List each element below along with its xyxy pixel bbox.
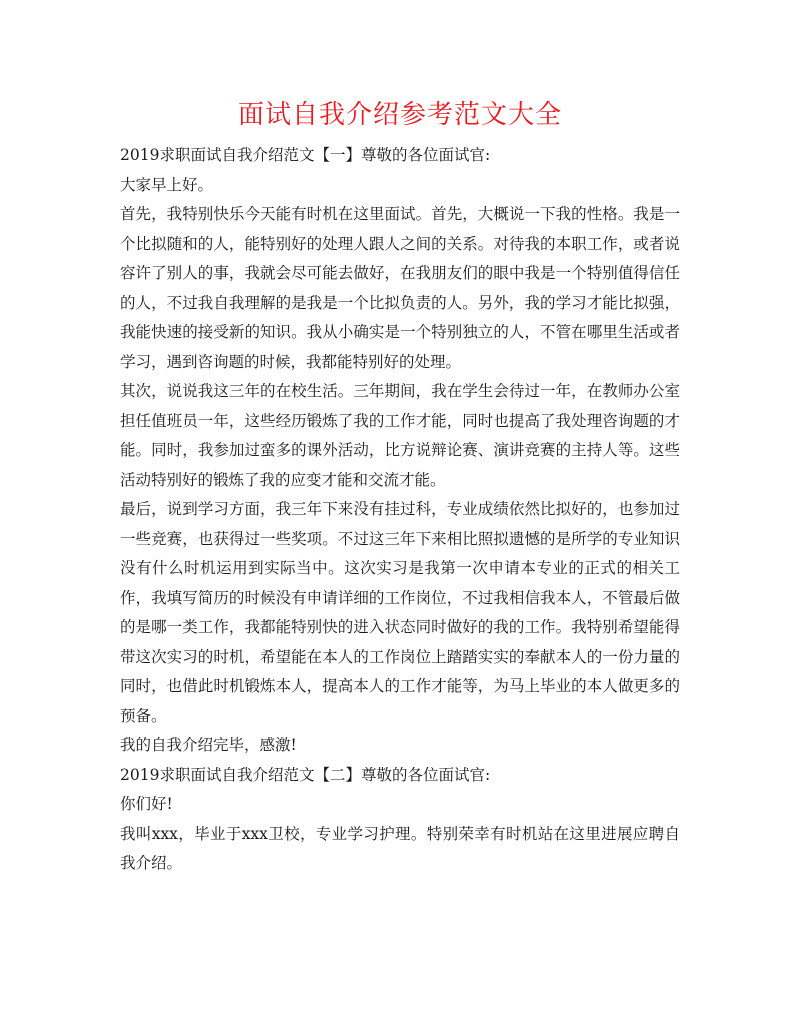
paragraph-closing: 我的自我介绍完毕，感激!: [120, 736, 297, 754]
paragraph-heading-1: 2019求职面试自我介绍范文【一】尊敬的各位面试官:: [120, 146, 491, 164]
paragraph-intro-2: 我叫xxx，毕业于xxx卫校，专业学习护理。特别荣幸有时机站在这里进展应聘自我介绍。: [120, 824, 680, 872]
paragraph-campus-life: 其次，说说我这三年的在校生活。三年期间，我在学生会待过一年，在教师办公室担任值班员一年，这些经历锻炼了我的工作才能，同时也提高了我处理咨询题的才能。同时，我参加过蛮多的课外活动，比方说辩论赛、演讲竞赛的主持人等。这些活动特别好的锻炼了我的应变才能和交流才能。: [120, 382, 680, 489]
paragraph-greeting-2: 你们好!: [120, 795, 173, 813]
paragraph-study: 最后，说到学习方面，我三年下来没有挂过科，专业成绩依然比拟好的，也参加过一些竞赛，也获得过一些奖项。不过这三年下来相比照拟遗憾的是所学的专业知识没有什么时机运用到实际当中。这次实习是我第一次申请本专业的正式的相关工作，我填写简历的时候没有申请详细的工作岗位，不过我相信我本人，不管最后做的是哪一类工作，我都能特别快的进入状态同时做好的我的工作。我特别希望能得带这次实习的时机，希望能在本人的工作岗位上踏踏实实的奉献本人的一份力量的同时，也借此时机锻炼本人，提高本人的工作才能等，为马上毕业的本人做更多的预备。: [120, 500, 680, 725]
paragraph-heading-2: 2019求职面试自我介绍范文【二】尊敬的各位面试官:: [120, 765, 491, 784]
document-page: [120, 95, 680, 879]
paragraph-personality: 首先，我特别快乐今天能有时机在这里面试。首先，大概说一下我的性格。我是一个比拟随和的人，能特别好的处理人跟人之间的关系。对待我的本职工作，或者说容许了别人的事，我就会尽可能去做好，在我朋友们的眼中我是一个特别值得信任的人，不过我自我理解的是我是一个比拟负责的人。另外，我的学习才能比拟强，我能快速的接受新的知识。我从小确实是一个特别独立的人，不管在哪里生活或者学习，遇到咨询题的时候，我都能特别好的处理。: [120, 205, 680, 371]
document-title: 面试自我介绍参考范文大全: [237, 100, 562, 130]
paragraph-greeting-1: 大家早上好。: [120, 175, 214, 194]
